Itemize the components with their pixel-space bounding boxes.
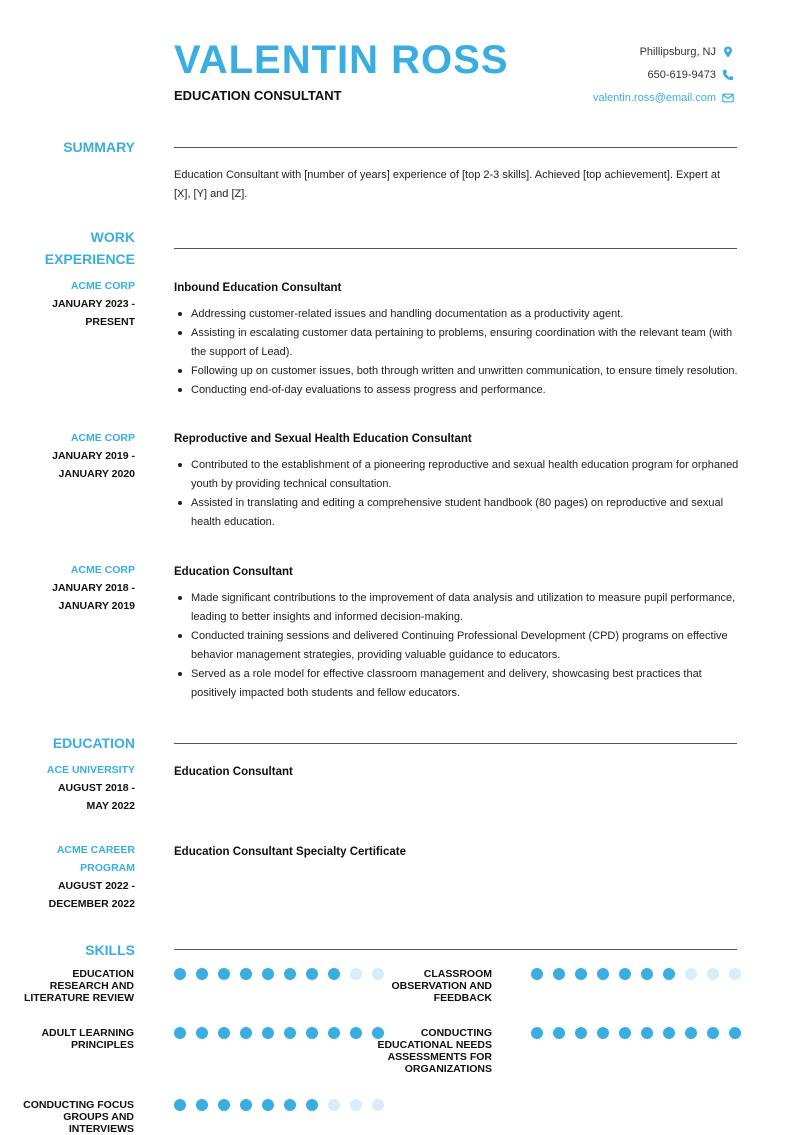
skill-rating <box>531 968 751 980</box>
degree-title: Education Consultant <box>174 766 293 778</box>
phone-icon <box>722 69 734 81</box>
skill-label <box>372 968 492 1004</box>
job-company: ACME CORP <box>70 280 135 292</box>
skill-rating <box>174 1027 394 1039</box>
rating-dot-empty <box>350 1099 362 1111</box>
education-heading: EDUCATION <box>52 735 135 751</box>
rating-dot-filled <box>685 1027 697 1039</box>
rating-dot-filled <box>196 968 208 980</box>
skill-label-line: ORGANIZATIONS <box>404 1063 492 1075</box>
education-1 <box>174 763 739 789</box>
education-1-meta <box>47 761 135 815</box>
job-bullets <box>174 589 739 703</box>
rating-dot-filled <box>174 1027 186 1039</box>
list-item: Following up on customer issues, both through written and unwritten communication, to ensure timely resolution. <box>174 362 739 381</box>
list-item: Made significant contributions to the improvement of data analysis and utilization to measure pupil performance, leading to better insights and informed decision-making. <box>174 589 739 627</box>
rating-dot-empty <box>350 968 362 980</box>
work-heading-line1: WORK <box>90 229 135 245</box>
rating-dot-filled <box>619 1027 631 1039</box>
contact-location <box>593 40 734 63</box>
skill-label-line: PRINCIPLES <box>70 1039 134 1051</box>
rating-dot-filled <box>597 1027 609 1039</box>
job-bullets <box>174 456 739 532</box>
rating-dot-filled <box>663 1027 675 1039</box>
education-dates-start: AUGUST 2018 - <box>57 782 135 794</box>
skill-label-line: CLASSROOM <box>423 968 492 980</box>
map-pin-icon <box>722 46 734 58</box>
job-3-meta <box>52 561 135 615</box>
rating-dot-filled <box>306 968 318 980</box>
candidate-name: VALENTIN ROSS <box>174 38 509 82</box>
job-2 <box>174 430 739 532</box>
rating-dot-filled <box>240 1099 252 1111</box>
summary-text: Education Consultant with [number of years] experience of [top 2-3 skills]. Achieved [top achievement]. Expert at [X], [Y] and [Z]. <box>174 169 721 200</box>
rating-dot-filled <box>218 968 230 980</box>
contact-email <box>593 86 734 109</box>
rating-dot-filled <box>328 968 340 980</box>
job-1-meta <box>52 277 135 331</box>
job-2-meta <box>52 429 135 483</box>
rating-dot-filled <box>284 968 296 980</box>
rating-dot-filled <box>641 1027 653 1039</box>
rating-dot-filled <box>262 1099 274 1111</box>
rating-dot-filled <box>262 968 274 980</box>
rating-dot-filled <box>306 1099 318 1111</box>
list-item: Contributed to the establishment of a pioneering reproductive and sexual health education program for orphaned youth by providing technical consultation. <box>174 456 739 494</box>
rating-dot-empty <box>707 968 719 980</box>
skill-label <box>14 1099 134 1135</box>
skill-label-line: CONDUCTING <box>420 1027 492 1039</box>
skills-heading: SKILLS <box>85 942 135 958</box>
summary-heading: SUMMARY <box>63 139 135 155</box>
email-link[interactable]: valentin.ross@email.com <box>592 91 716 104</box>
skill-label-line: LITERATURE REVIEW <box>23 992 134 1004</box>
degree-title: Education Consultant Specialty Certificate <box>174 846 406 858</box>
skill-label-line: CONDUCTING FOCUS <box>23 1099 134 1111</box>
school-name-line1: ACME CAREER <box>56 844 135 856</box>
rating-dot-filled <box>218 1027 230 1039</box>
list-item: Conducted training sessions and delivered Continuing Professional Development (CPD) programs on effective behavior management strategies, providing valuable guidance to educators. <box>174 627 739 665</box>
rating-dot-filled <box>641 968 653 980</box>
rating-dot-filled <box>575 1027 587 1039</box>
skill-label-line: OBSERVATION AND <box>391 980 492 992</box>
job-title: Reproductive and Sexual Health Education Consultant <box>174 433 472 445</box>
rating-dot-empty <box>372 1099 384 1111</box>
skills-rule <box>174 949 737 950</box>
rating-dot-filled <box>553 1027 565 1039</box>
rating-dot-empty <box>685 968 697 980</box>
rating-dot-filled <box>284 1027 296 1039</box>
skill-label-line: RESEARCH AND <box>49 980 134 992</box>
job-dates-end: PRESENT <box>85 316 135 328</box>
school-name-line2: PROGRAM <box>80 862 135 874</box>
list-item: Conducting end-of-day evaluations to assess progress and performance. <box>174 381 739 400</box>
skill-label-line: EDUCATION <box>72 968 134 980</box>
location-text: Phillipsburg, NJ <box>639 45 716 58</box>
contact-block <box>593 40 734 109</box>
education-dates-start: AUGUST 2022 - <box>57 880 135 892</box>
rating-dot-filled <box>174 968 186 980</box>
job-3 <box>174 563 739 703</box>
skill-label-line: FEEDBACK <box>433 992 492 1004</box>
work-rule <box>174 248 737 249</box>
summary-rule <box>174 147 737 148</box>
education-rule <box>174 743 737 744</box>
job-dates-start: JANUARY 2018 - <box>52 582 135 594</box>
rating-dot-filled <box>350 1027 362 1039</box>
skill-rating <box>531 1027 751 1039</box>
job-1 <box>174 279 739 400</box>
skill-label-line: ADULT LEARNING <box>41 1027 134 1039</box>
work-heading <box>45 226 135 270</box>
skill-label <box>372 1027 492 1075</box>
rating-dot-empty <box>328 1099 340 1111</box>
skill-label-line: ASSESSMENTS FOR <box>387 1051 492 1063</box>
job-title: Inbound Education Consultant <box>174 282 342 294</box>
rating-dot-filled <box>531 1027 543 1039</box>
resume-header <box>0 0 800 120</box>
skill-rating <box>174 1099 394 1111</box>
envelope-icon <box>722 92 734 104</box>
rating-dot-empty <box>729 968 741 980</box>
education-dates-end: MAY 2022 <box>86 800 135 812</box>
rating-dot-filled <box>553 968 565 980</box>
rating-dot-filled <box>262 1027 274 1039</box>
rating-dot-filled <box>328 1027 340 1039</box>
rating-dot-filled <box>240 1027 252 1039</box>
rating-dot-filled <box>575 968 587 980</box>
rating-dot-filled <box>196 1027 208 1039</box>
phone-text: 650-619-9473 <box>647 68 716 81</box>
list-item: Served as a role model for effective classroom management and delivery, showcasing best practices that positively impacted both students and fellow educators. <box>174 665 739 703</box>
rating-dot-filled <box>597 968 609 980</box>
list-item: Assisting in escalating customer data pertaining to problems, ensuring coordination with the relevant team (with the support of Lead). <box>174 324 739 362</box>
education-2-meta <box>49 841 135 913</box>
rating-dot-filled <box>663 968 675 980</box>
skill-label-line: GROUPS AND <box>63 1111 134 1123</box>
job-title: Education Consultant <box>174 566 293 578</box>
rating-dot-filled <box>707 1027 719 1039</box>
contact-phone <box>593 63 734 86</box>
rating-dot-filled <box>218 1099 230 1111</box>
education-2 <box>174 843 739 869</box>
candidate-role: EDUCATION CONSULTANT <box>174 88 342 103</box>
list-item: Addressing customer-related issues and handling documentation as a productivity agent. <box>174 305 739 324</box>
job-dates-start: JANUARY 2019 - <box>52 450 135 462</box>
list-item: Assisted in translating and editing a comprehensive student handbook (80 pages) on reproductive and sexual health education. <box>174 494 739 532</box>
skill-label-line: INTERVIEWS <box>68 1123 134 1135</box>
rating-dot-filled <box>306 1027 318 1039</box>
rating-dot-filled <box>531 968 543 980</box>
job-bullets <box>174 305 739 400</box>
job-dates-end: JANUARY 2020 <box>58 468 135 480</box>
skill-rating <box>174 968 394 980</box>
skill-label <box>14 968 134 1004</box>
rating-dot-filled <box>729 1027 741 1039</box>
rating-dot-filled <box>240 968 252 980</box>
rating-dot-filled <box>174 1099 186 1111</box>
rating-dot-filled <box>619 968 631 980</box>
job-company: ACME CORP <box>70 432 135 444</box>
school-name: ACE UNIVERSITY <box>46 764 135 776</box>
rating-dot-filled <box>284 1099 296 1111</box>
rating-dot-filled <box>196 1099 208 1111</box>
job-dates-start: JANUARY 2023 - <box>52 298 135 310</box>
job-company: ACME CORP <box>70 564 135 576</box>
skill-label-line: EDUCATIONAL NEEDS <box>377 1039 492 1051</box>
job-dates-end: JANUARY 2019 <box>58 600 135 612</box>
skill-label <box>14 1027 134 1051</box>
education-dates-end: DECEMBER 2022 <box>48 898 135 910</box>
work-heading-line2: EXPERIENCE <box>44 251 135 267</box>
